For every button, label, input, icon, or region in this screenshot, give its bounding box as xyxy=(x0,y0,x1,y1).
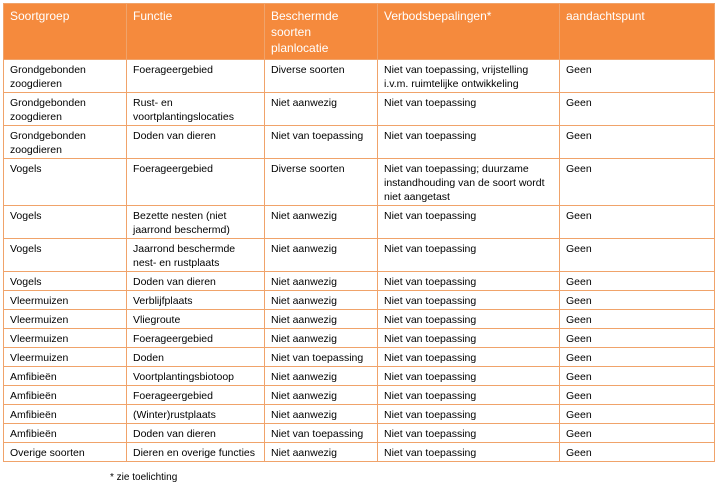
table-row xyxy=(4,405,715,424)
cell-verbodsbepalingen: Niet van toepassing xyxy=(378,329,560,348)
cell-functie: Jaarrond beschermde nest- en rustplaats xyxy=(127,239,265,272)
cell-functie: Rust- en voortplantingslocaties xyxy=(127,93,265,126)
table-row xyxy=(4,272,715,291)
cell-beschermde-soorten: Niet van toepassing xyxy=(265,424,378,443)
species-protection-table xyxy=(3,3,715,462)
table-row xyxy=(4,367,715,386)
cell-soortgroep: Vogels xyxy=(4,239,127,272)
cell-functie: Foerageergebied xyxy=(127,60,265,93)
cell-functie: Doden van dieren xyxy=(127,272,265,291)
cell-functie: Foerageergebied xyxy=(127,329,265,348)
species-protection-table-container xyxy=(3,3,715,462)
cell-functie: Foerageergebied xyxy=(127,386,265,405)
cell-functie: Doden xyxy=(127,348,265,367)
cell-verbodsbepalingen: Niet van toepassing xyxy=(378,405,560,424)
cell-aandachtspunt: Geen xyxy=(560,443,715,462)
cell-verbodsbepalingen: Niet van toepassing xyxy=(378,386,560,405)
cell-soortgroep: Vleermuizen xyxy=(4,310,127,329)
cell-soortgroep: Vogels xyxy=(4,272,127,291)
cell-beschermde-soorten: Niet aanwezig xyxy=(265,291,378,310)
table-row xyxy=(4,310,715,329)
cell-soortgroep: Vleermuizen xyxy=(4,329,127,348)
cell-beschermde-soorten: Niet aanwezig xyxy=(265,239,378,272)
cell-verbodsbepalingen: Niet van toepassing xyxy=(378,424,560,443)
cell-beschermde-soorten: Niet aanwezig xyxy=(265,443,378,462)
header-functie: Functie xyxy=(127,4,265,60)
table-row xyxy=(4,424,715,443)
cell-beschermde-soorten: Niet aanwezig xyxy=(265,367,378,386)
cell-functie: Voortplantingsbiotoop xyxy=(127,367,265,386)
cell-verbodsbepalingen: Niet van toepassing xyxy=(378,348,560,367)
table-row xyxy=(4,386,715,405)
table-row xyxy=(4,206,715,239)
cell-aandachtspunt: Geen xyxy=(560,329,715,348)
cell-beschermde-soorten: Niet aanwezig xyxy=(265,405,378,424)
header-aandachtspunt: aandachtspunt xyxy=(560,4,715,60)
cell-beschermde-soorten: Diverse soorten xyxy=(265,159,378,206)
cell-verbodsbepalingen: Niet van toepassing xyxy=(378,443,560,462)
table-row xyxy=(4,291,715,310)
cell-verbodsbepalingen: Niet van toepassing xyxy=(378,206,560,239)
cell-soortgroep: Overige soorten xyxy=(4,443,127,462)
cell-aandachtspunt: Geen xyxy=(560,60,715,93)
cell-functie: Doden van dieren xyxy=(127,126,265,159)
cell-verbodsbepalingen: Niet van toepassing xyxy=(378,126,560,159)
cell-aandachtspunt: Geen xyxy=(560,424,715,443)
cell-aandachtspunt: Geen xyxy=(560,348,715,367)
cell-verbodsbepalingen: Niet van toepassing xyxy=(378,239,560,272)
cell-functie: Dieren en overige functies xyxy=(127,443,265,462)
table-row xyxy=(4,159,715,206)
cell-verbodsbepalingen: Niet van toepassing, vrijstelling i.v.m. ruimtelijke ontwikkeling xyxy=(378,60,560,93)
table-row xyxy=(4,348,715,367)
header-beschermde-soorten: Beschermde soorten planlocatie xyxy=(265,4,378,60)
cell-soortgroep: Amfibieën xyxy=(4,405,127,424)
cell-soortgroep: Vleermuizen xyxy=(4,348,127,367)
cell-beschermde-soorten: Niet aanwezig xyxy=(265,386,378,405)
cell-beschermde-soorten: Diverse soorten xyxy=(265,60,378,93)
cell-aandachtspunt: Geen xyxy=(560,291,715,310)
table-row xyxy=(4,60,715,93)
table-header-row xyxy=(4,4,715,60)
table-row xyxy=(4,443,715,462)
cell-functie: Bezette nesten (niet jaarrond beschermd) xyxy=(127,206,265,239)
cell-aandachtspunt: Geen xyxy=(560,126,715,159)
cell-verbodsbepalingen: Niet van toepassing xyxy=(378,291,560,310)
cell-aandachtspunt: Geen xyxy=(560,239,715,272)
cell-aandachtspunt: Geen xyxy=(560,367,715,386)
cell-soortgroep: Amfibieën xyxy=(4,386,127,405)
table-row xyxy=(4,126,715,159)
cell-beschermde-soorten: Niet aanwezig xyxy=(265,329,378,348)
cell-soortgroep: Grondgebonden zoogdieren xyxy=(4,93,127,126)
cell-verbodsbepalingen: Niet van toepassing xyxy=(378,93,560,126)
cell-aandachtspunt: Geen xyxy=(560,272,715,291)
cell-aandachtspunt: Geen xyxy=(560,386,715,405)
cell-soortgroep: Grondgebonden zoogdieren xyxy=(4,60,127,93)
cell-beschermde-soorten: Niet aanwezig xyxy=(265,272,378,291)
cell-verbodsbepalingen: Niet van toepassing xyxy=(378,367,560,386)
cell-soortgroep: Amfibieën xyxy=(4,424,127,443)
cell-functie: Vliegroute xyxy=(127,310,265,329)
cell-beschermde-soorten: Niet van toepassing xyxy=(265,348,378,367)
cell-functie: Doden van dieren xyxy=(127,424,265,443)
cell-aandachtspunt: Geen xyxy=(560,405,715,424)
cell-soortgroep: Vleermuizen xyxy=(4,291,127,310)
table-row xyxy=(4,329,715,348)
cell-aandachtspunt: Geen xyxy=(560,159,715,206)
cell-functie: Foerageergebied xyxy=(127,159,265,206)
cell-beschermde-soorten: Niet van toepassing xyxy=(265,126,378,159)
cell-soortgroep: Amfibieën xyxy=(4,367,127,386)
cell-beschermde-soorten: Niet aanwezig xyxy=(265,93,378,126)
header-verbodsbepalingen: Verbodsbepalingen* xyxy=(378,4,560,60)
cell-aandachtspunt: Geen xyxy=(560,93,715,126)
cell-soortgroep: Vogels xyxy=(4,159,127,206)
table-row xyxy=(4,93,715,126)
cell-verbodsbepalingen: Niet van toepassing xyxy=(378,310,560,329)
cell-aandachtspunt: Geen xyxy=(560,310,715,329)
cell-soortgroep: Grondgebonden zoogdieren xyxy=(4,126,127,159)
cell-soortgroep: Vogels xyxy=(4,206,127,239)
cell-functie: (Winter)rustplaats xyxy=(127,405,265,424)
cell-verbodsbepalingen: Niet van toepassing xyxy=(378,272,560,291)
cell-verbodsbepalingen: Niet van toepassing; duurzame instandhouding van de soort wordt niet aangetast xyxy=(378,159,560,206)
header-soortgroep: Soortgroep xyxy=(4,4,127,60)
table-row xyxy=(4,239,715,272)
cell-aandachtspunt: Geen xyxy=(560,206,715,239)
cell-beschermde-soorten: Niet aanwezig xyxy=(265,206,378,239)
table-footnote: * zie toelichting xyxy=(110,472,178,483)
cell-functie: Verblijfplaats xyxy=(127,291,265,310)
cell-beschermde-soorten: Niet aanwezig xyxy=(265,310,378,329)
